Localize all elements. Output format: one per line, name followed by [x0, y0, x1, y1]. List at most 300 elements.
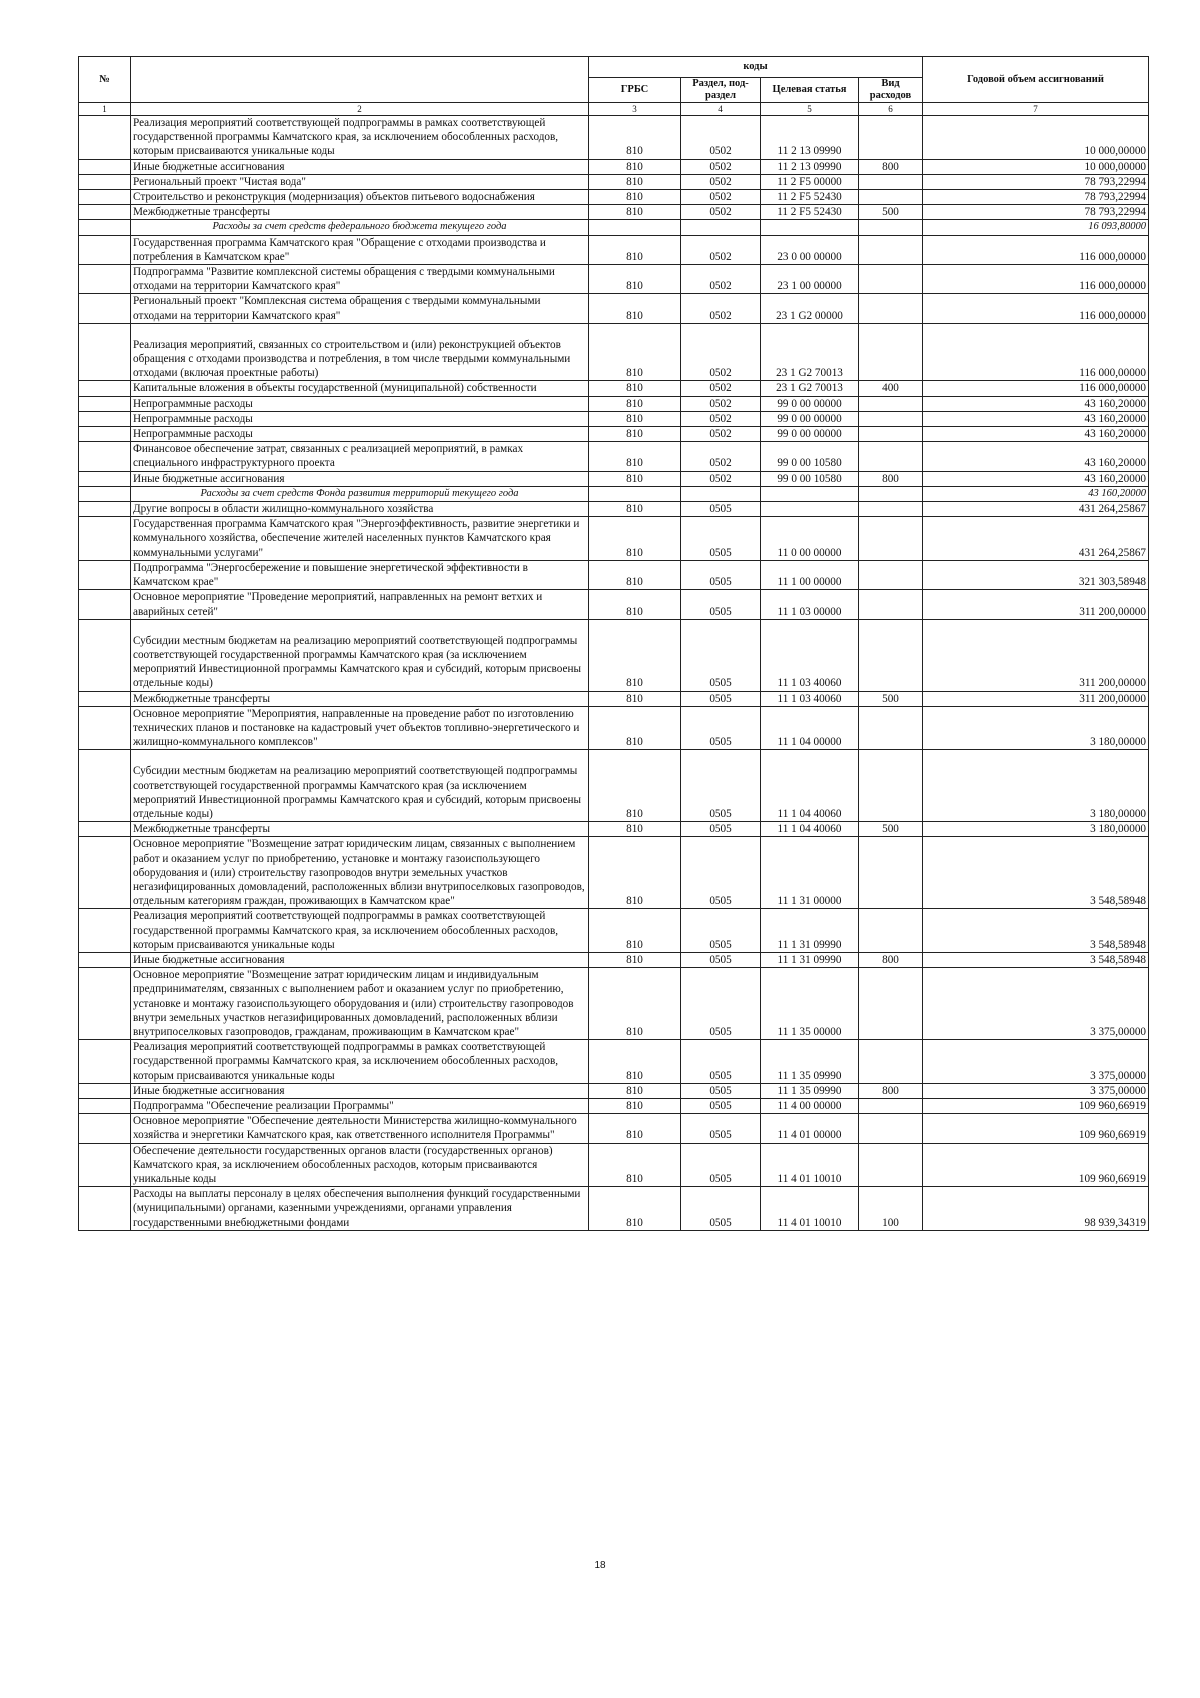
cell-section: 0502 — [681, 235, 761, 264]
cell-num — [79, 750, 131, 822]
cell-exptype — [859, 502, 923, 517]
cell-target: 99 0 00 00000 — [761, 427, 859, 442]
table-row — [79, 471, 1149, 486]
cell-num — [79, 502, 131, 517]
cell-name: Основное мероприятие "Возмещение затрат юридическим лицам, связанных с выполнением работ и оказанием услуг по приобретению, установке и монтажу газоиспользующего оборудования и (или) строительству газопроводов внутри земельных участков негазифицированных домовладений, расположенных вблизи внутрипоселковых газопроводов, отдельным категориям граждан, проживающих в Камчатском крае" — [131, 837, 589, 909]
table-row — [79, 968, 1149, 1040]
cell-target: 11 2 13 09990 — [761, 159, 859, 174]
cell-section: 0502 — [681, 427, 761, 442]
cell-num — [79, 1099, 131, 1114]
cell-section: 0502 — [681, 116, 761, 160]
cell-name: Межбюджетные трансферты — [131, 205, 589, 220]
header-exptype: Вид расходов — [859, 78, 923, 103]
cell-amount: 43 160,20000 — [923, 442, 1149, 471]
cell-grbs: 810 — [589, 265, 681, 294]
cell-target: 11 1 04 40060 — [761, 822, 859, 837]
cell-target: 11 1 00 00000 — [761, 560, 859, 589]
table-row — [79, 411, 1149, 426]
cell-name: Капитальные вложения в объекты государственной (муниципальной) собственности — [131, 381, 589, 396]
cell-target: 11 1 04 00000 — [761, 706, 859, 750]
cell-grbs: 810 — [589, 190, 681, 205]
cell-name: Региональный проект "Комплексная система обращения с твердыми коммунальными отходами на территории Камчатского края" — [131, 294, 589, 323]
cell-exptype: 500 — [859, 822, 923, 837]
cell-amount: 116 000,00000 — [923, 294, 1149, 323]
cell-amount: 43 160,20000 — [923, 427, 1149, 442]
cell-section: 0505 — [681, 952, 761, 967]
cell-amount: 109 960,66919 — [923, 1143, 1149, 1187]
cell-name: Строительство и реконструкция (модернизация) объектов питьевого водоснабжения — [131, 190, 589, 205]
cell-section: 0502 — [681, 471, 761, 486]
cell-num — [79, 442, 131, 471]
cell-grbs: 810 — [589, 560, 681, 589]
header-num: № — [79, 57, 131, 103]
cell-grbs: 810 — [589, 502, 681, 517]
column-number: 1 — [79, 103, 131, 116]
column-number: 3 — [589, 103, 681, 116]
page-number: 18 — [594, 1560, 606, 1571]
cell-exptype — [859, 1143, 923, 1187]
cell-num — [79, 265, 131, 294]
table-row — [79, 517, 1149, 561]
cell-grbs: 810 — [589, 174, 681, 189]
cell-num — [79, 323, 131, 381]
cell-target: 11 1 03 00000 — [761, 590, 859, 619]
header-target: Целевая статья — [761, 78, 859, 103]
cell-grbs: 810 — [589, 1143, 681, 1187]
cell-grbs: 810 — [589, 968, 681, 1040]
table-row — [79, 427, 1149, 442]
cell-num — [79, 1143, 131, 1187]
cell-exptype — [859, 427, 923, 442]
cell-name: Реализация мероприятий соответствующей подпрограммы в рамках соответствующей государственной программы Камчатского края, за исключением обособленных расходов, которым присваиваются уникальные коды — [131, 116, 589, 160]
cell-section: 0505 — [681, 1114, 761, 1143]
cell-num — [79, 952, 131, 967]
cell-amount: 43 160,20000 — [923, 396, 1149, 411]
table-row — [79, 837, 1149, 909]
cell-grbs: 810 — [589, 750, 681, 822]
cell-name: Финансовое обеспечение затрат, связанных с реализацией мероприятий, в рамках специального инфраструктурного проекта — [131, 442, 589, 471]
cell-grbs: 810 — [589, 619, 681, 691]
table-row — [79, 265, 1149, 294]
cell-section: 0502 — [681, 265, 761, 294]
cell-exptype: 100 — [859, 1187, 923, 1231]
cell-num — [79, 174, 131, 189]
cell-name: Расходы на выплаты персоналу в целях обеспечения выполнения функций государственными (муниципальными) органами, казенными учреждениями, органами управления государственными внебюджетными фондами — [131, 1187, 589, 1231]
table-row-note — [79, 220, 1149, 235]
cell-name: Государственная программа Камчатского края "Энергоэффективность, развитие энергетики и коммунального хозяйства, обеспечение жителей населенных пунктов Камчатского края коммунальными услугами" — [131, 517, 589, 561]
cell-section: 0502 — [681, 159, 761, 174]
cell-target: 23 1 G2 70013 — [761, 381, 859, 396]
cell-exptype — [859, 174, 923, 189]
cell-target: 11 2 F5 52430 — [761, 190, 859, 205]
cell-exptype — [859, 486, 923, 501]
cell-target — [761, 486, 859, 501]
cell-name: Основное мероприятие "Проведение мероприятий, направленных на ремонт ветхих и аварийных сетей" — [131, 590, 589, 619]
cell-grbs: 810 — [589, 590, 681, 619]
cell-amount: 116 000,00000 — [923, 323, 1149, 381]
cell-target: 11 1 03 40060 — [761, 619, 859, 691]
cell-name: Непрограммные расходы — [131, 411, 589, 426]
cell-name: Иные бюджетные ассигнования — [131, 1083, 589, 1098]
table-row — [79, 750, 1149, 822]
table-row — [79, 560, 1149, 589]
cell-num — [79, 909, 131, 953]
cell-section: 0505 — [681, 560, 761, 589]
table-row — [79, 952, 1149, 967]
cell-num — [79, 486, 131, 501]
cell-section: 0502 — [681, 190, 761, 205]
cell-num — [79, 822, 131, 837]
cell-section: 0502 — [681, 411, 761, 426]
cell-name: Межбюджетные трансферты — [131, 691, 589, 706]
cell-amount: 10 000,00000 — [923, 159, 1149, 174]
column-number: 4 — [681, 103, 761, 116]
cell-amount: 78 793,22994 — [923, 174, 1149, 189]
cell-grbs: 810 — [589, 411, 681, 426]
cell-name: Иные бюджетные ассигнования — [131, 952, 589, 967]
cell-target: 11 1 31 00000 — [761, 837, 859, 909]
cell-target: 11 1 03 40060 — [761, 691, 859, 706]
cell-exptype: 400 — [859, 381, 923, 396]
cell-num — [79, 968, 131, 1040]
cell-section: 0505 — [681, 1083, 761, 1098]
cell-name: Государственная программа Камчатского края "Обращение с отходами производства и потребления в Камчатском крае" — [131, 235, 589, 264]
cell-exptype — [859, 517, 923, 561]
cell-exptype — [859, 294, 923, 323]
cell-exptype: 800 — [859, 1083, 923, 1098]
cell-target — [761, 220, 859, 235]
table-row — [79, 190, 1149, 205]
header-volume: Годовой объем ассигнований — [923, 57, 1149, 103]
cell-section: 0505 — [681, 822, 761, 837]
cell-amount: 109 960,66919 — [923, 1114, 1149, 1143]
cell-target: 11 1 31 09990 — [761, 909, 859, 953]
cell-amount: 3 548,58948 — [923, 837, 1149, 909]
cell-exptype — [859, 442, 923, 471]
cell-num — [79, 235, 131, 264]
cell-amount: 109 960,66919 — [923, 1099, 1149, 1114]
cell-section: 0505 — [681, 590, 761, 619]
table-row — [79, 116, 1149, 160]
cell-target: 11 4 01 10010 — [761, 1187, 859, 1231]
table-row — [79, 1187, 1149, 1231]
cell-target: 11 2 13 09990 — [761, 116, 859, 160]
cell-amount: 43 160,20000 — [923, 486, 1149, 501]
cell-amount: 3 548,58948 — [923, 952, 1149, 967]
cell-grbs: 810 — [589, 1083, 681, 1098]
cell-name: Иные бюджетные ассигнования — [131, 159, 589, 174]
cell-section: 0502 — [681, 381, 761, 396]
cell-num — [79, 116, 131, 160]
cell-amount: 3 548,58948 — [923, 909, 1149, 953]
cell-num — [79, 560, 131, 589]
cell-target: 99 0 00 00000 — [761, 396, 859, 411]
cell-target: 11 1 31 09990 — [761, 952, 859, 967]
cell-amount: 3 180,00000 — [923, 706, 1149, 750]
cell-amount: 311 200,00000 — [923, 619, 1149, 691]
cell-name: Основное мероприятие "Мероприятия, направленные на проведение работ по изготовлению технических планов и постановке на кадастровый учет объектов топливно-энергетического и жилищно-коммунального комплексов" — [131, 706, 589, 750]
cell-name: Непрограммные расходы — [131, 427, 589, 442]
table-row — [79, 1040, 1149, 1084]
cell-exptype: 500 — [859, 205, 923, 220]
cell-exptype — [859, 190, 923, 205]
cell-num — [79, 190, 131, 205]
cell-section: 0505 — [681, 1187, 761, 1231]
cell-grbs: 810 — [589, 517, 681, 561]
cell-grbs: 810 — [589, 396, 681, 411]
table-body — [79, 116, 1149, 1231]
cell-amount: 116 000,00000 — [923, 235, 1149, 264]
cell-name: Подпрограмма "Развитие комплексной системы обращения с твердыми коммунальными отходами на территории Камчатского края" — [131, 265, 589, 294]
header-name — [131, 57, 589, 103]
table-row — [79, 619, 1149, 691]
column-number: 2 — [131, 103, 589, 116]
cell-target: 11 4 01 00000 — [761, 1114, 859, 1143]
cell-section: 0505 — [681, 502, 761, 517]
cell-num — [79, 411, 131, 426]
cell-section — [681, 486, 761, 501]
cell-section: 0505 — [681, 1099, 761, 1114]
cell-num — [79, 381, 131, 396]
cell-section: 0505 — [681, 909, 761, 953]
cell-grbs: 810 — [589, 116, 681, 160]
cell-target: 99 0 00 10580 — [761, 442, 859, 471]
cell-name: Другие вопросы в области жилищно-коммунального хозяйства — [131, 502, 589, 517]
cell-target: 23 1 G2 00000 — [761, 294, 859, 323]
cell-name: Региональный проект "Чистая вода" — [131, 174, 589, 189]
cell-exptype — [859, 909, 923, 953]
table-row — [79, 590, 1149, 619]
cell-exptype — [859, 220, 923, 235]
cell-exptype — [859, 411, 923, 426]
cell-num — [79, 396, 131, 411]
cell-grbs: 810 — [589, 471, 681, 486]
cell-name: Межбюджетные трансферты — [131, 822, 589, 837]
table-row — [79, 1143, 1149, 1187]
cell-num — [79, 517, 131, 561]
cell-section: 0502 — [681, 396, 761, 411]
cell-num — [79, 159, 131, 174]
cell-name: Непрограммные расходы — [131, 396, 589, 411]
cell-section: 0505 — [681, 1143, 761, 1187]
cell-amount: 78 793,22994 — [923, 205, 1149, 220]
cell-grbs: 810 — [589, 235, 681, 264]
header-section: Раздел, под-раздел — [681, 78, 761, 103]
cell-grbs: 810 — [589, 159, 681, 174]
cell-num — [79, 220, 131, 235]
cell-name: Расходы за счет средств Фонда развития территорий текущего года — [131, 486, 589, 501]
cell-grbs: 810 — [589, 381, 681, 396]
table-row — [79, 381, 1149, 396]
cell-num — [79, 471, 131, 486]
cell-grbs: 810 — [589, 427, 681, 442]
table-row — [79, 1083, 1149, 1098]
cell-exptype: 800 — [859, 471, 923, 486]
table-row — [79, 235, 1149, 264]
table-row — [79, 1099, 1149, 1114]
cell-target: 11 1 35 09990 — [761, 1040, 859, 1084]
cell-name: Основное мероприятие "Возмещение затрат юридическим лицам и индивидуальным предпринимателям, связанных с выполнением работ и оказанием услуг по приобретению, установке и монтажу газоиспользующего оборудования и (или) строительству газопроводов внутри земельных участков негазифицированных домовладений, расположенных вблизи внутрипоселковых газопроводов, гражданам, проживающим в Камчатском крае" — [131, 968, 589, 1040]
cell-num — [79, 1114, 131, 1143]
cell-target: 11 1 04 40060 — [761, 750, 859, 822]
cell-target: 11 2 F5 00000 — [761, 174, 859, 189]
cell-amount: 3 375,00000 — [923, 1040, 1149, 1084]
cell-amount: 3 375,00000 — [923, 1083, 1149, 1098]
cell-grbs: 810 — [589, 909, 681, 953]
cell-amount: 10 000,00000 — [923, 116, 1149, 160]
cell-grbs — [589, 486, 681, 501]
cell-target: 23 1 00 00000 — [761, 265, 859, 294]
cell-target: 11 4 00 00000 — [761, 1099, 859, 1114]
cell-exptype — [859, 837, 923, 909]
cell-exptype — [859, 116, 923, 160]
header-row — [79, 57, 1149, 78]
cell-grbs: 810 — [589, 706, 681, 750]
cell-target: 11 1 35 00000 — [761, 968, 859, 1040]
cell-num — [79, 427, 131, 442]
cell-name: Подпрограмма "Энергосбережение и повышение энергетической эффективности в Камчатском крае" — [131, 560, 589, 589]
cell-section: 0505 — [681, 691, 761, 706]
cell-num — [79, 691, 131, 706]
header-codes: коды — [589, 57, 923, 78]
cell-amount: 116 000,00000 — [923, 381, 1149, 396]
cell-target: 23 0 00 00000 — [761, 235, 859, 264]
table-row — [79, 822, 1149, 837]
cell-amount: 431 264,25867 — [923, 502, 1149, 517]
cell-num — [79, 837, 131, 909]
table-row — [79, 323, 1149, 381]
budget-table — [78, 56, 1149, 1231]
cell-target: 99 0 00 10580 — [761, 471, 859, 486]
table-row — [79, 502, 1149, 517]
cell-exptype — [859, 396, 923, 411]
cell-exptype — [859, 235, 923, 264]
cell-num — [79, 590, 131, 619]
cell-amount: 311 200,00000 — [923, 691, 1149, 706]
cell-grbs: 810 — [589, 205, 681, 220]
cell-exptype: 500 — [859, 691, 923, 706]
cell-section: 0502 — [681, 294, 761, 323]
table-row — [79, 294, 1149, 323]
cell-target: 99 0 00 00000 — [761, 411, 859, 426]
cell-name: Обеспечение деятельности государственных органов власти (государственных органов) Камчатского края, за исключением обособленных расходов, которым присваиваются уникальные коды — [131, 1143, 589, 1187]
cell-amount: 116 000,00000 — [923, 265, 1149, 294]
table-row — [79, 691, 1149, 706]
cell-section: 0502 — [681, 174, 761, 189]
cell-num — [79, 1040, 131, 1084]
cell-exptype: 800 — [859, 952, 923, 967]
cell-exptype — [859, 750, 923, 822]
cell-exptype — [859, 1099, 923, 1114]
cell-section: 0502 — [681, 323, 761, 381]
column-numbers-row — [79, 103, 1149, 116]
table-row — [79, 159, 1149, 174]
cell-exptype — [859, 968, 923, 1040]
cell-num — [79, 1083, 131, 1098]
column-number: 6 — [859, 103, 923, 116]
cell-amount: 16 093,80000 — [923, 220, 1149, 235]
cell-amount: 3 180,00000 — [923, 822, 1149, 837]
table-row — [79, 174, 1149, 189]
cell-amount: 3 375,00000 — [923, 968, 1149, 1040]
table-row-note — [79, 486, 1149, 501]
cell-num — [79, 706, 131, 750]
cell-grbs: 810 — [589, 822, 681, 837]
cell-grbs: 810 — [589, 1040, 681, 1084]
cell-name: Подпрограмма "Обеспечение реализации Программы" — [131, 1099, 589, 1114]
cell-amount: 311 200,00000 — [923, 590, 1149, 619]
cell-section: 0505 — [681, 750, 761, 822]
table-row — [79, 205, 1149, 220]
cell-grbs: 810 — [589, 1187, 681, 1231]
cell-name: Реализация мероприятий соответствующей подпрограммы в рамках соответствующей государственной программы Камчатского края, за исключением обособленных расходов, которым присваиваются уникальные коды — [131, 909, 589, 953]
column-number: 7 — [923, 103, 1149, 116]
cell-section — [681, 220, 761, 235]
cell-section: 0505 — [681, 1040, 761, 1084]
cell-target — [761, 502, 859, 517]
table-row — [79, 706, 1149, 750]
cell-section: 0505 — [681, 517, 761, 561]
cell-exptype — [859, 265, 923, 294]
cell-num — [79, 294, 131, 323]
cell-name: Субсидии местным бюджетам на реализацию мероприятий соответствующей подпрограммы соответствующей государственной программы Камчатского края (за исключением мероприятий Инвестиционной программы Камчатского края и субсидий, которым присвоены отдельные коды) — [131, 750, 589, 822]
cell-section: 0505 — [681, 706, 761, 750]
cell-grbs: 810 — [589, 1099, 681, 1114]
cell-exptype: 800 — [859, 159, 923, 174]
cell-exptype — [859, 619, 923, 691]
table-row — [79, 396, 1149, 411]
cell-grbs: 810 — [589, 952, 681, 967]
budget-table-container — [78, 56, 1148, 1231]
cell-amount: 321 303,58948 — [923, 560, 1149, 589]
cell-exptype — [859, 706, 923, 750]
cell-target: 11 4 01 10010 — [761, 1143, 859, 1187]
cell-section: 0505 — [681, 619, 761, 691]
cell-amount: 3 180,00000 — [923, 750, 1149, 822]
header-grbs: ГРБС — [589, 78, 681, 103]
cell-grbs: 810 — [589, 323, 681, 381]
cell-target: 11 1 35 09990 — [761, 1083, 859, 1098]
table-row — [79, 1114, 1149, 1143]
cell-grbs: 810 — [589, 294, 681, 323]
cell-amount: 98 939,34319 — [923, 1187, 1149, 1231]
cell-exptype — [859, 1114, 923, 1143]
cell-num — [79, 1187, 131, 1231]
cell-exptype — [859, 590, 923, 619]
cell-grbs: 810 — [589, 691, 681, 706]
cell-num — [79, 619, 131, 691]
cell-name: Субсидии местным бюджетам на реализацию мероприятий соответствующей подпрограммы соответствующей государственной программы Камчатского края (за исключением мероприятий Инвестиционной программы Камчатского края и субсидий, которым присвоены отдельные коды) — [131, 619, 589, 691]
table-row — [79, 442, 1149, 471]
cell-section: 0505 — [681, 837, 761, 909]
cell-name: Реализация мероприятий, связанных со строительством и (или) реконструкцией объектов обращения с отходами производства и потребления, в том числе твердыми коммунальными отходами (включая проектные работы) — [131, 323, 589, 381]
cell-amount: 78 793,22994 — [923, 190, 1149, 205]
table-row — [79, 909, 1149, 953]
cell-exptype — [859, 323, 923, 381]
cell-name: Иные бюджетные ассигнования — [131, 471, 589, 486]
cell-amount: 431 264,25867 — [923, 517, 1149, 561]
cell-name: Расходы за счет средств федерального бюджета текущего года — [131, 220, 589, 235]
cell-grbs — [589, 220, 681, 235]
cell-section: 0502 — [681, 442, 761, 471]
cell-name: Реализация мероприятий соответствующей подпрограммы в рамках соответствующей государственной программы Камчатского края, за исключением обособленных расходов, которым присваиваются уникальные коды — [131, 1040, 589, 1084]
column-number: 5 — [761, 103, 859, 116]
cell-target: 11 0 00 00000 — [761, 517, 859, 561]
cell-grbs: 810 — [589, 1114, 681, 1143]
cell-grbs: 810 — [589, 837, 681, 909]
cell-name: Основное мероприятие "Обеспечение деятельности Министерства жилищно-коммунального хозяйства и энергетики Камчатского края, как ответственного исполнителя Программы" — [131, 1114, 589, 1143]
cell-num — [79, 205, 131, 220]
